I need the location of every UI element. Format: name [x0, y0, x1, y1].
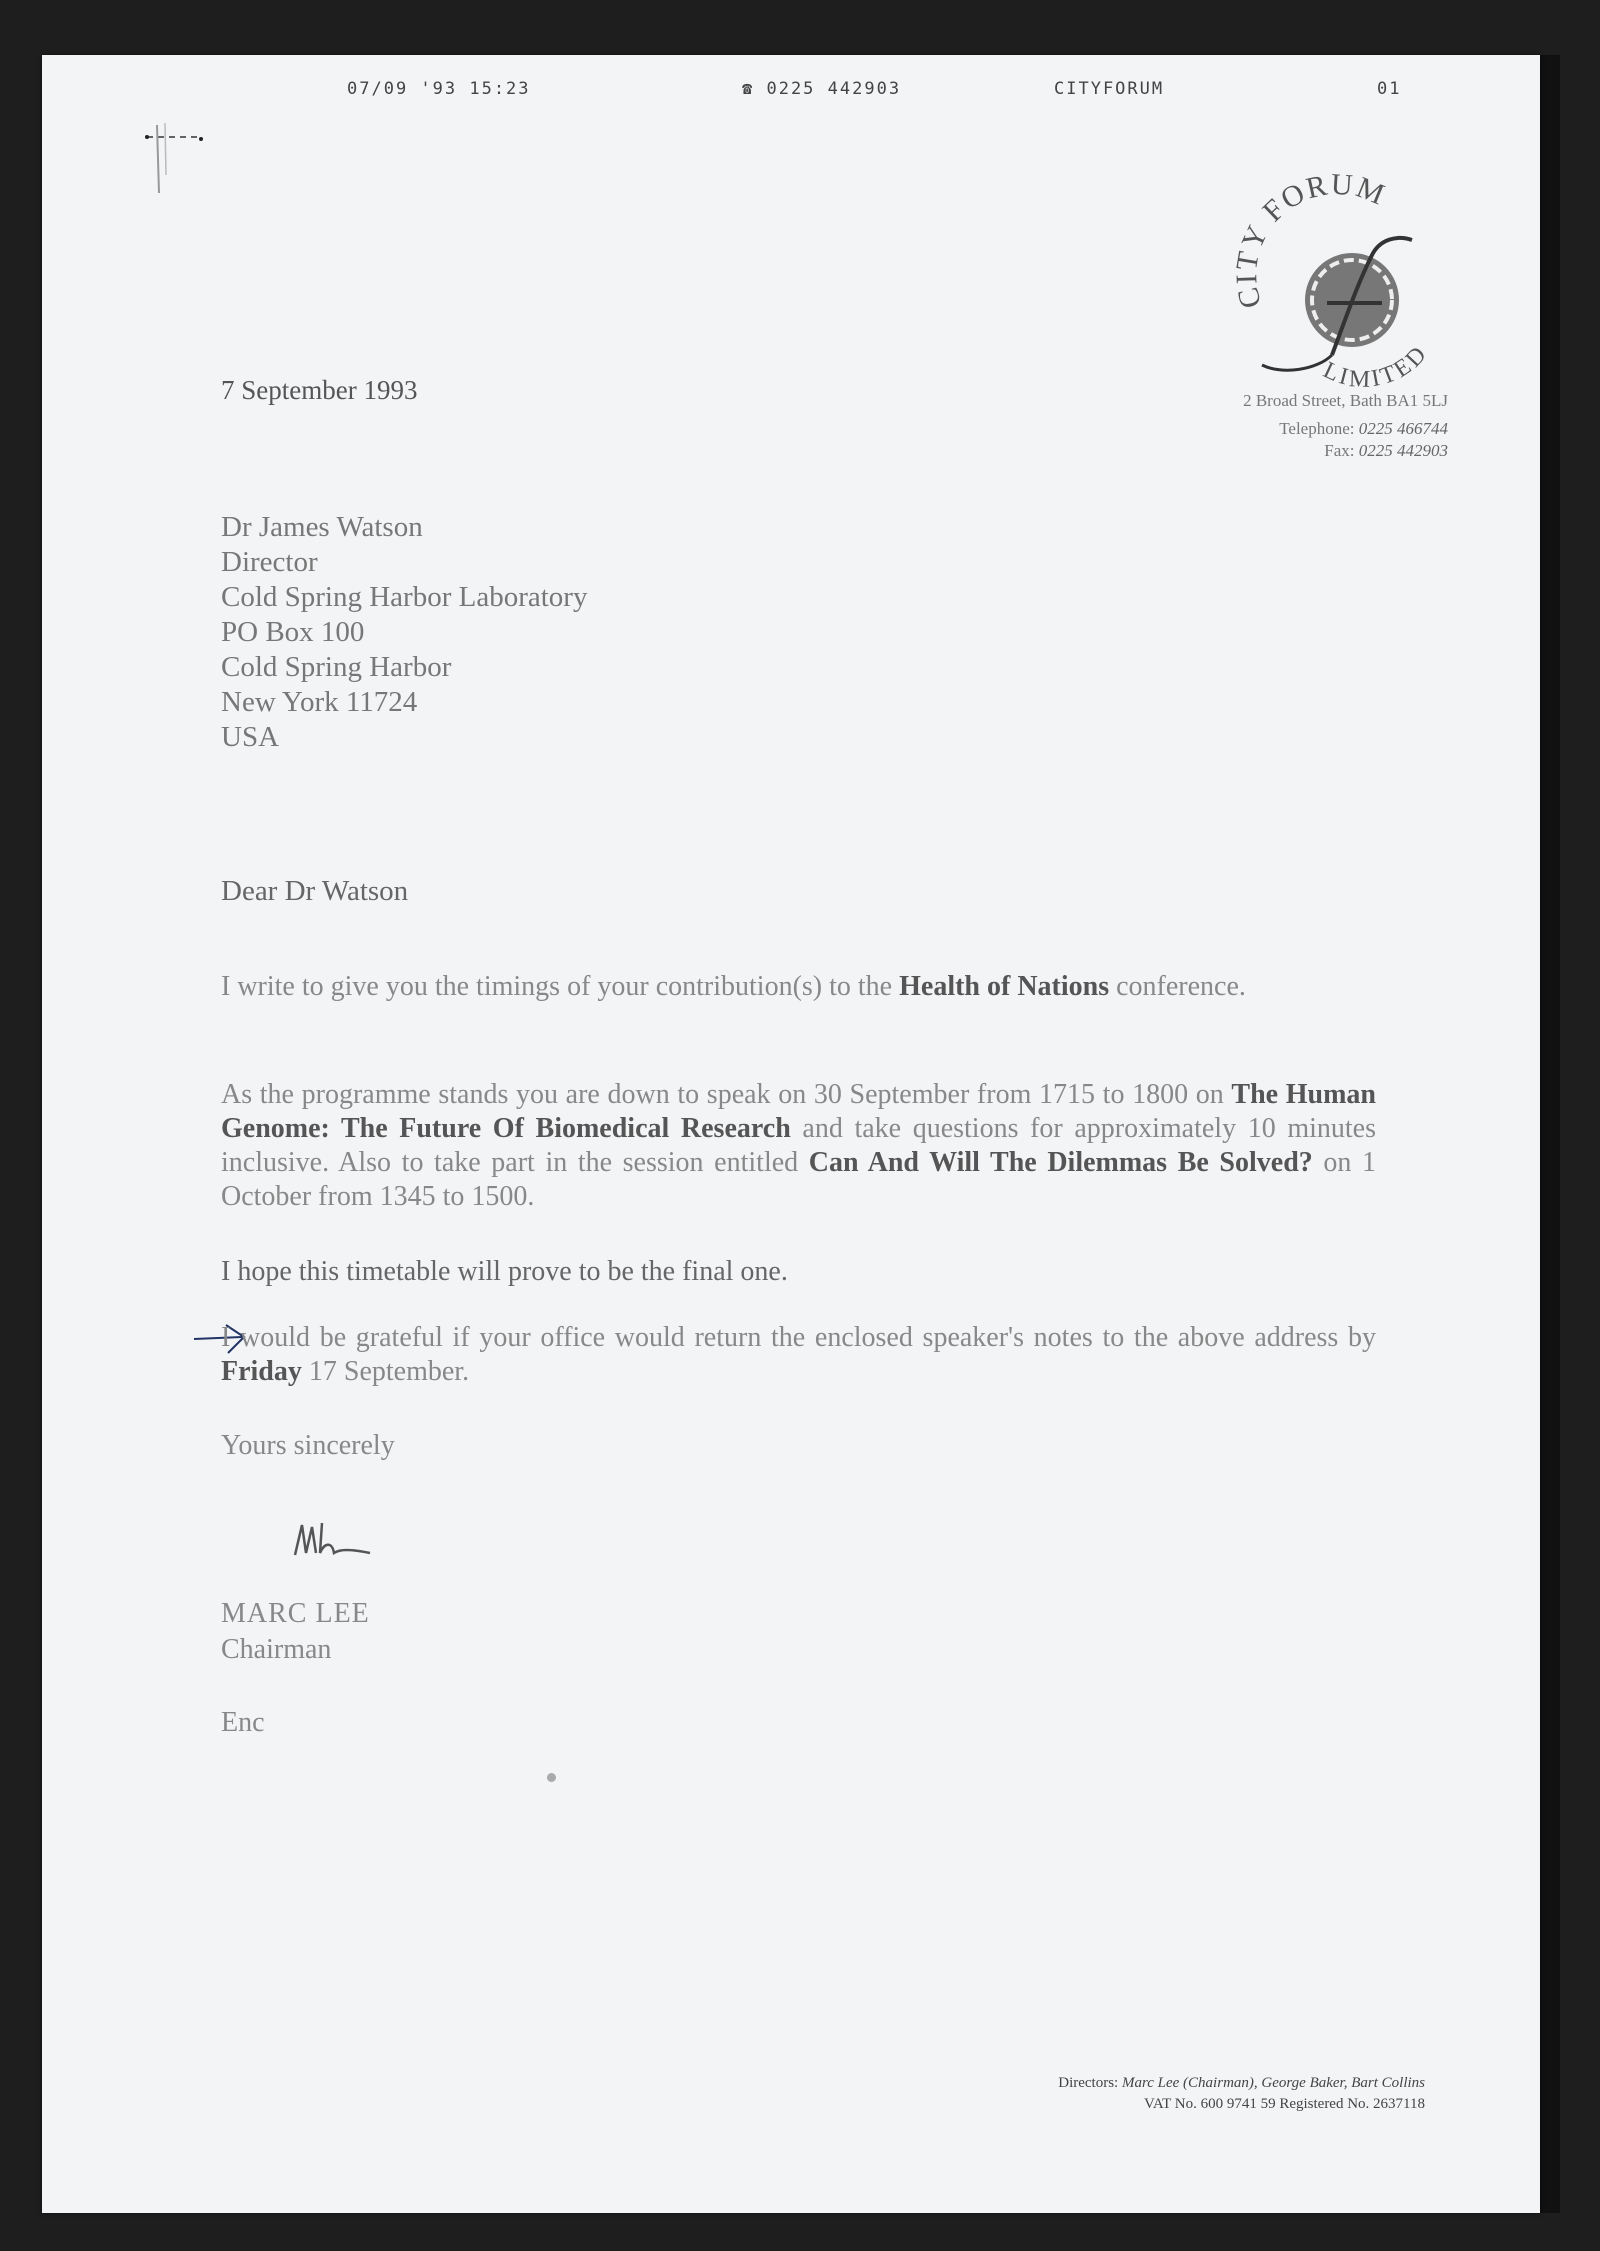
closing: Yours sincerely	[221, 1430, 395, 1461]
fax-phone: ☎ 0225 442903	[742, 79, 902, 99]
letter-date: 7 September 1993	[221, 375, 418, 405]
fax-date-time: 07/09 '93 15:23	[347, 79, 531, 99]
recipient-line: Cold Spring Harbor	[221, 651, 452, 683]
recipient-line: Dr James Watson	[221, 511, 423, 543]
recipient-address	[221, 510, 587, 755]
svg-text:CITY FORUM: CITY FORUM	[1230, 167, 1391, 312]
letter-page	[42, 55, 1540, 2213]
salutation: Dear Dr Watson	[221, 875, 409, 907]
sender-fax: Fax: 0225 442903	[1324, 441, 1448, 460]
enclosure-note: Enc	[221, 1707, 265, 1738]
page-edge	[1540, 55, 1560, 2213]
sender-telephone: Telephone: 0225 466744	[1279, 419, 1448, 438]
paragraph-timings: I write to give you the timings of your contribution(s) to the Health of Nations conference.	[221, 971, 1246, 1002]
recipient-line: New York 11724	[221, 686, 418, 718]
recipient-line: Cold Spring Harbor Laboratory	[221, 581, 588, 613]
directors-line: Directors: Marc Lee (Chairman), George Baker, Bart Collins	[1058, 2075, 1425, 2091]
paragraph-speaker-notes: I would be grateful if your office would return the enclosed speaker's notes to the above address by Friday 17 September.	[221, 1322, 1376, 1387]
scan-smudge	[137, 115, 207, 195]
paragraph-programme: As the programme stands you are down to speak on 30 September from 1715 to 1800 on The Human Genome: The Future Of Biomedical Research and take questions for approximately 10 minutes inclusive. Also to take part in the session entitled Can And Will The Dilemmas Be Solved? on 1 October from 1345 to 1500.	[221, 1079, 1376, 1212]
fax-page-number: 01	[1377, 79, 1402, 99]
sender-street: 2 Broad Street, Bath BA1 5LJ	[1243, 391, 1448, 410]
svg-text:LIMITED: LIMITED	[1319, 339, 1434, 393]
recipient-line: PO Box 100	[221, 616, 365, 648]
signer-name: MARC LEE	[221, 1598, 370, 1629]
registration-line: VAT No. 600 9741 59 Registered No. 2637118	[1144, 2096, 1425, 2112]
recipient-line: Director	[221, 546, 318, 578]
signer-title: Chairman	[221, 1634, 332, 1665]
letterhead-footer	[1058, 2073, 1425, 2115]
city-forum-logo	[1222, 155, 1452, 415]
signature	[290, 1515, 380, 1565]
sender-address	[1243, 387, 1448, 465]
recipient-line: USA	[221, 721, 280, 753]
fax-sender: CITYFORUM	[1054, 79, 1165, 99]
scan-dot	[547, 1773, 556, 1782]
paragraph-timetable: I hope this timetable will prove to be the final one.	[221, 1256, 788, 1287]
